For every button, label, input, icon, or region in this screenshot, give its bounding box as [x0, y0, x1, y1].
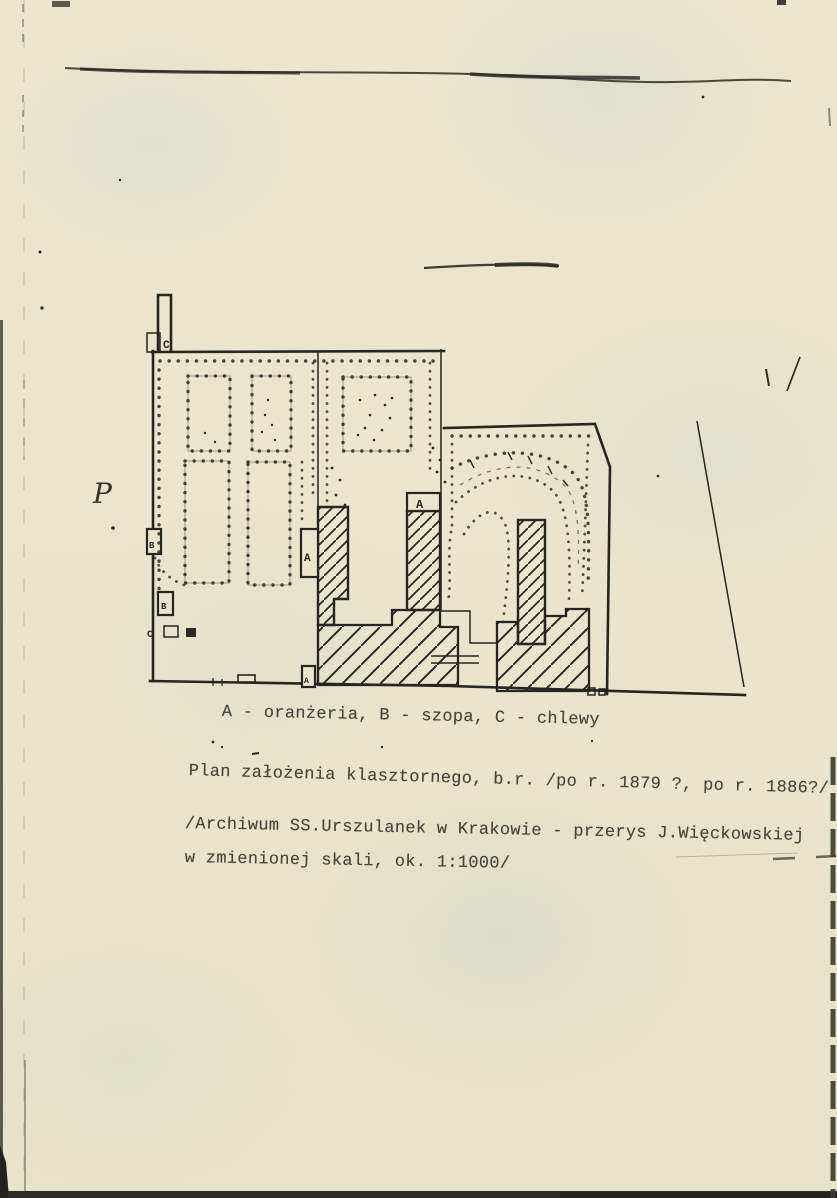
label-a-left: A — [304, 553, 311, 565]
caption-line-3: w zmienionej skali, ok. 1:1000/ — [184, 849, 511, 874]
label-c-top: C — [163, 340, 170, 352]
garden-plots — [185, 376, 411, 585]
label-a-small: A — [304, 677, 309, 686]
stray-marks — [39, 68, 837, 859]
label-b-shed: B — [161, 602, 167, 612]
plan-legend-text: A - oranżeria, B - szopa, C - chlewy — [221, 703, 600, 730]
caption-line-1: Plan założenia klasztornego, b.r. /po r. 1879 ?, po r. 1886?/ — [188, 762, 830, 799]
label-b-wall: B — [149, 541, 155, 551]
label-c-bottom: C — [147, 630, 154, 641]
label-a-top: A — [416, 498, 424, 512]
caption-line-2: /Archiwum SS.Urszulanek w Krakowie - przerys J.Więckowskiej — [184, 815, 805, 846]
label-p-mark: P — [93, 477, 112, 510]
plan-buildings — [301, 493, 589, 691]
plot-interior-dots — [204, 394, 447, 507]
